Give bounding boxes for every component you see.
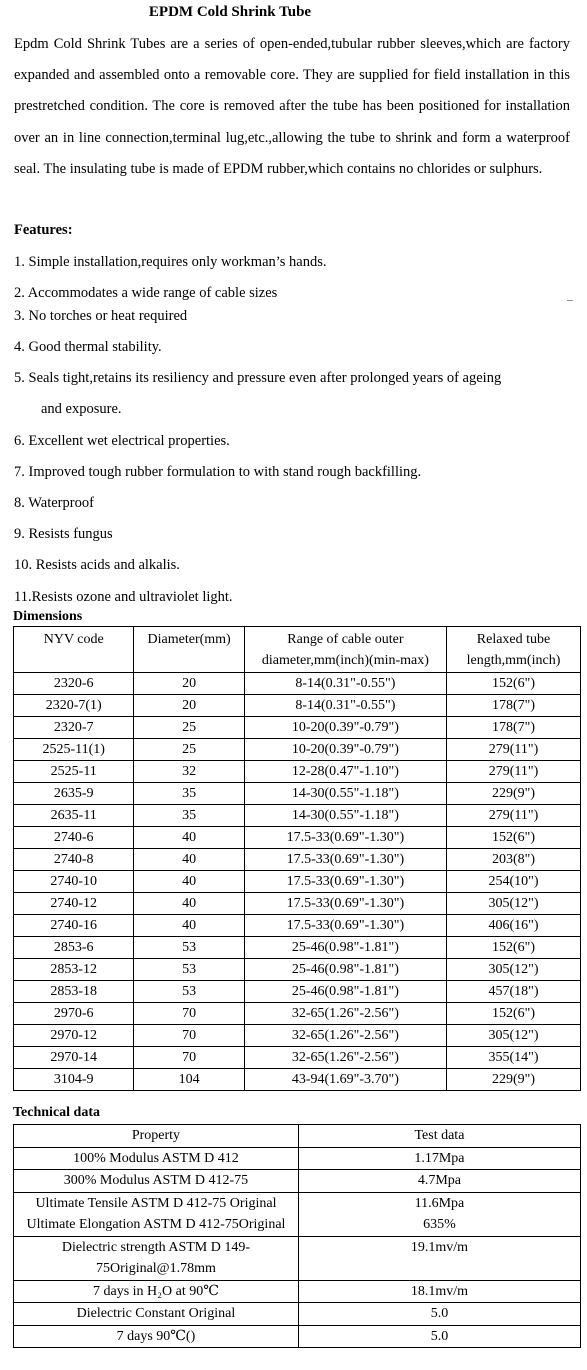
- table-cell: 32-65(1.26"-2.56"): [244, 1003, 446, 1025]
- table-cell: 152(6"): [447, 827, 581, 849]
- column-header: Relaxed tube length,mm(inch): [447, 627, 581, 673]
- table-cell: 406(16"): [447, 915, 581, 937]
- table-cell: 40: [134, 849, 244, 871]
- table-row: [14, 959, 581, 981]
- table-row: [14, 915, 581, 937]
- table-cell: 43-94(1.69"-3.70"): [244, 1069, 446, 1091]
- table-cell: 2525-11(1): [14, 739, 134, 761]
- table-row: [14, 1325, 581, 1348]
- table-cell: 2970-6: [14, 1003, 134, 1025]
- table-cell: 14-30(0.55"-1.18"): [244, 805, 446, 827]
- table-cell: 229(9"): [447, 783, 581, 805]
- table-row: [14, 827, 581, 849]
- table-cell: 104: [134, 1069, 244, 1091]
- feature-item: 1. Simple installation,requires only workman’s hands.: [14, 254, 327, 270]
- table-cell: 40: [134, 871, 244, 893]
- column-header: Diameter(mm): [134, 627, 244, 673]
- table-cell: 457(18"): [447, 981, 581, 1003]
- table-cell: 8-14(0.31"-0.55"): [244, 673, 446, 695]
- table-cell: 14-30(0.55"-1.18"): [244, 783, 446, 805]
- feature-item: 11.Resists ozone and ultraviolet light.: [14, 589, 233, 605]
- table-cell: 279(11"): [447, 761, 581, 783]
- table-cell: 100% Modulus ASTM D 412: [14, 1147, 299, 1170]
- table-cell: 32-65(1.26"-2.56"): [244, 1047, 446, 1069]
- table-cell: 53: [134, 981, 244, 1003]
- table-row: [14, 1147, 581, 1170]
- table-cell: 152(6"): [447, 673, 581, 695]
- column-header: Property: [14, 1125, 299, 1148]
- table-cell: 305(12"): [447, 959, 581, 981]
- table-cell: 17.5-33(0.69"-1.30"): [244, 915, 446, 937]
- table-cell: 2740-12: [14, 893, 134, 915]
- feature-item: 9. Resists fungus: [14, 526, 113, 542]
- table-cell: 2635-9: [14, 783, 134, 805]
- feature-item: 3. No torches or heat required: [14, 308, 188, 324]
- table-row: [14, 1025, 581, 1047]
- table-cell: 17.5-33(0.69"-1.30"): [244, 849, 446, 871]
- table-cell: 2853-12: [14, 959, 134, 981]
- table-cell: 300% Modulus ASTM D 412-75: [14, 1170, 299, 1193]
- table-cell: 2320-7(1): [14, 695, 134, 717]
- table-cell: 2970-14: [14, 1047, 134, 1069]
- table-cell: 40: [134, 827, 244, 849]
- table-cell: 7 days in H₂O at 90℃: [14, 1280, 299, 1303]
- table-cell: 7 days 90℃(): [14, 1325, 299, 1348]
- table-cell: 11.6Mpa 635%: [298, 1192, 580, 1236]
- table-row: [14, 937, 581, 959]
- table-cell: 305(12"): [447, 1025, 581, 1047]
- dimensions-heading: Dimensions: [13, 609, 83, 624]
- table-row: [14, 1303, 581, 1326]
- table-cell: 53: [134, 937, 244, 959]
- intro-paragraph: Epdm Cold Shrink Tubes are a series of open-ended,tubular rubber sleeves,which are factory expanded and assembled onto a removable core. They are supplied for field installation in this prestretched condition. The core is removed after the tube has been positioned for installation over an in line connection,terminal lug,etc.,allowing the tube to shrink and form a waterproof seal. The insulating tube is made of EPDM rubber,which contains no chlorides or sulphurs.: [14, 36, 570, 177]
- table-cell: 25-46(0.98"-1.81"): [244, 937, 446, 959]
- table-cell: 25-46(0.98"-1.81"): [244, 959, 446, 981]
- features-heading: Features:: [14, 222, 73, 238]
- dimensions-table: [13, 626, 581, 1091]
- feature-item: 10. Resists acids and alkalis.: [14, 557, 180, 573]
- column-header: Range of cable outer diameter,mm(inch)(min-max): [244, 627, 446, 673]
- table-cell: 70: [134, 1025, 244, 1047]
- document-title: EPDM Cold Shrink Tube: [148, 4, 312, 20]
- table-cell: 8-14(0.31"-0.55"): [244, 695, 446, 717]
- margin-mark: [567, 300, 573, 301]
- table-cell: 5.0: [298, 1303, 580, 1326]
- table-row: [14, 871, 581, 893]
- table-row: [14, 805, 581, 827]
- table-cell: 2740-8: [14, 849, 134, 871]
- table-cell: 279(11"): [447, 739, 581, 761]
- table-cell: 10-20(0.39"-0.79"): [244, 717, 446, 739]
- table-cell: 2740-6: [14, 827, 134, 849]
- table-cell: 305(12"): [447, 893, 581, 915]
- table-cell: 70: [134, 1003, 244, 1025]
- table-cell: 53: [134, 959, 244, 981]
- table-row: [14, 1069, 581, 1091]
- feature-item: 6. Excellent wet electrical properties.: [14, 433, 230, 449]
- table-cell: Dielectric strength ASTM D 149-75Original@1.78mm: [14, 1236, 299, 1280]
- table-row: [14, 783, 581, 805]
- table-header-row: [14, 627, 581, 673]
- table-cell: 254(10"): [447, 871, 581, 893]
- table-cell: 17.5-33(0.69"-1.30"): [244, 827, 446, 849]
- table-cell: 19.1mv/m: [298, 1236, 580, 1280]
- table-cell: 25: [134, 717, 244, 739]
- table-cell: 152(6"): [447, 1003, 581, 1025]
- table-row: [14, 1236, 581, 1280]
- table-cell: 229(9"): [447, 1069, 581, 1091]
- table-cell: 2740-10: [14, 871, 134, 893]
- table-cell: 32: [134, 761, 244, 783]
- table-cell: 40: [134, 893, 244, 915]
- table-row: [14, 761, 581, 783]
- feature-item: 5. Seals tight,retains its resiliency and pressure even after prolonged years of ageing: [14, 370, 502, 386]
- table-row: [14, 673, 581, 695]
- table-cell: 203(8"): [447, 849, 581, 871]
- table-row: [14, 739, 581, 761]
- table-cell: 2320-6: [14, 673, 134, 695]
- table-cell: 35: [134, 783, 244, 805]
- table-cell: 25: [134, 739, 244, 761]
- table-row: [14, 849, 581, 871]
- table-cell: 2635-11: [14, 805, 134, 827]
- table-cell: 17.5-33(0.69"-1.30"): [244, 871, 446, 893]
- feature-item: 8. Waterproof: [14, 495, 94, 511]
- table-cell: 40: [134, 915, 244, 937]
- technical-heading: Technical data: [13, 1105, 100, 1120]
- table-cell: 2320-7: [14, 717, 134, 739]
- table-cell: 70: [134, 1047, 244, 1069]
- table-row: [14, 1047, 581, 1069]
- feature-item: 7. Improved tough rubber formulation to with stand rough backfilling.: [14, 464, 422, 480]
- feature-item-continuation: and exposure.: [41, 401, 122, 417]
- table-cell: 5.0: [298, 1325, 580, 1348]
- feature-item: 2. Accommodates a wide range of cable sizes: [14, 285, 278, 301]
- table-cell: 2853-6: [14, 937, 134, 959]
- table-cell: 2970-12: [14, 1025, 134, 1047]
- table-row: [14, 1003, 581, 1025]
- table-cell: 279(11"): [447, 805, 581, 827]
- table-cell: 20: [134, 695, 244, 717]
- table-cell: 10-20(0.39"-0.79"): [244, 739, 446, 761]
- table-cell: 2740-16: [14, 915, 134, 937]
- table-row: [14, 981, 581, 1003]
- table-cell: 355(14"): [447, 1047, 581, 1069]
- table-row: [14, 1170, 581, 1193]
- table-cell: 3104-9: [14, 1069, 134, 1091]
- table-cell: 178(7"): [447, 695, 581, 717]
- table-cell: 1.17Mpa: [298, 1147, 580, 1170]
- table-cell: 18.1mv/m: [298, 1280, 580, 1303]
- table-cell: 20: [134, 673, 244, 695]
- table-row: [14, 717, 581, 739]
- table-cell: 2853-18: [14, 981, 134, 1003]
- table-cell: 32-65(1.26"-2.56"): [244, 1025, 446, 1047]
- table-cell: 178(7"): [447, 717, 581, 739]
- table-cell: Dielectric Constant Original: [14, 1303, 299, 1326]
- table-cell: 35: [134, 805, 244, 827]
- technical-table: [13, 1124, 581, 1348]
- table-cell: 17.5-33(0.69"-1.30"): [244, 893, 446, 915]
- table-row: [14, 695, 581, 717]
- table-cell: 25-46(0.98"-1.81"): [244, 981, 446, 1003]
- table-row: [14, 893, 581, 915]
- column-header: NYV code: [14, 627, 134, 673]
- table-cell: Ultimate Tensile ASTM D 412-75 Original Ultimate Elongation ASTM D 412-75Original: [14, 1192, 299, 1236]
- feature-item: 4. Good thermal stability.: [14, 339, 162, 355]
- table-row: [14, 1280, 581, 1303]
- table-cell: 4.7Mpa: [298, 1170, 580, 1193]
- table-cell: 152(6"): [447, 937, 581, 959]
- table-header-row: [14, 1125, 581, 1148]
- column-header: Test data: [298, 1125, 580, 1148]
- table-row: [14, 1192, 581, 1236]
- table-cell: 2525-11: [14, 761, 134, 783]
- table-cell: 12-28(0.47"-1.10"): [244, 761, 446, 783]
